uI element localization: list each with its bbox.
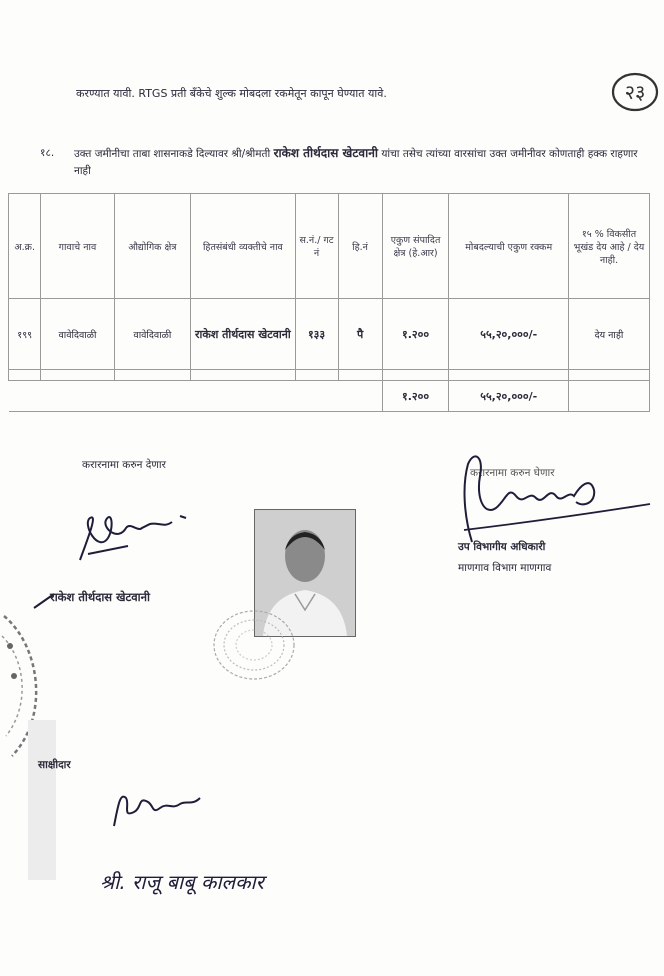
- giver-label: करारनामा करुन देणार: [82, 459, 166, 471]
- witness-signature: [108, 786, 208, 830]
- header-sr: अ.क्र.: [9, 194, 41, 299]
- giver-signature: [68, 498, 198, 578]
- cell-hissa: पै: [338, 299, 382, 370]
- cell-person: राकेश तीर्थदास खेटवानी: [191, 299, 295, 370]
- total-amount: ५५,२०,०००/-: [449, 381, 569, 412]
- clause-text-before: उक्त जमीनीचा ताबा शासनाकडे दिल्यावर श्री/श्रीमती: [74, 148, 271, 160]
- cell-amount: ५५,२०,०००/-: [449, 299, 569, 370]
- cell-survey: १३३: [295, 299, 338, 370]
- table-total-row: [9, 381, 650, 412]
- cell-plot: देय नाही: [568, 299, 649, 370]
- witness-label: साक्षीदार: [38, 759, 71, 771]
- clause-number: १८.: [40, 147, 55, 159]
- thumbprint-stamp: [208, 605, 302, 685]
- header-hissa: हि.नं: [338, 194, 382, 299]
- cell-village: वावेदिवाळी: [41, 299, 114, 370]
- table-spacer-row: [9, 370, 650, 381]
- header-amount: मोबदल्याची एकुण रक्कम: [449, 194, 569, 299]
- land-table: [8, 193, 650, 412]
- officer-title: उप विभागीय अधिकारी: [458, 541, 546, 553]
- witness-name: श्री. राजू बाबू कालकार: [100, 870, 264, 894]
- clause-text-after: यांचा तसेच त्यांच्या वारसांचा उक्त जमीनीवर कोणताही हक्क राहणार नाही: [74, 148, 638, 177]
- officer-signature: [444, 446, 656, 550]
- page-number-mark: [608, 68, 662, 116]
- taker-label: करारनामा करुन घेणार: [470, 467, 555, 479]
- intro-line: करण्यात यावी. RTGS प्रती बँकेचे शुल्क मोबदला रकमेतून कापून घेण्यात यावे.: [76, 87, 387, 100]
- page-number: २३: [624, 80, 646, 104]
- header-survey: स.नं./ गट नं: [295, 194, 338, 299]
- paper-smudge: [28, 720, 56, 880]
- header-village: गावाचे नाव: [41, 194, 114, 299]
- table-header-row: [9, 194, 650, 299]
- cell-total-area: १.२००: [382, 299, 449, 370]
- officer-office: माणगाव विभाग माणगाव: [458, 562, 552, 574]
- cell-sr: १९९: [9, 299, 41, 370]
- header-total-area: एकुण संपादित क्षेत्र (हे.आर): [382, 194, 449, 299]
- header-plot: १५ % विकसीत भूखंड देय आहे / देय नाही.: [568, 194, 649, 299]
- giver-name: राकेश तीर्थदास खेटवानी: [50, 590, 151, 604]
- total-area: १.२००: [382, 381, 449, 412]
- header-person: हितसंबंधी व्यक्तीचे नाव: [191, 194, 295, 299]
- clause-name: राकेश तीर्थदास खेटवानी: [273, 146, 378, 160]
- cell-area: वावेदिवाळी: [114, 299, 191, 370]
- header-industrial-area: औद्योगिक क्षेत्र: [114, 194, 191, 299]
- table-row: [9, 299, 650, 370]
